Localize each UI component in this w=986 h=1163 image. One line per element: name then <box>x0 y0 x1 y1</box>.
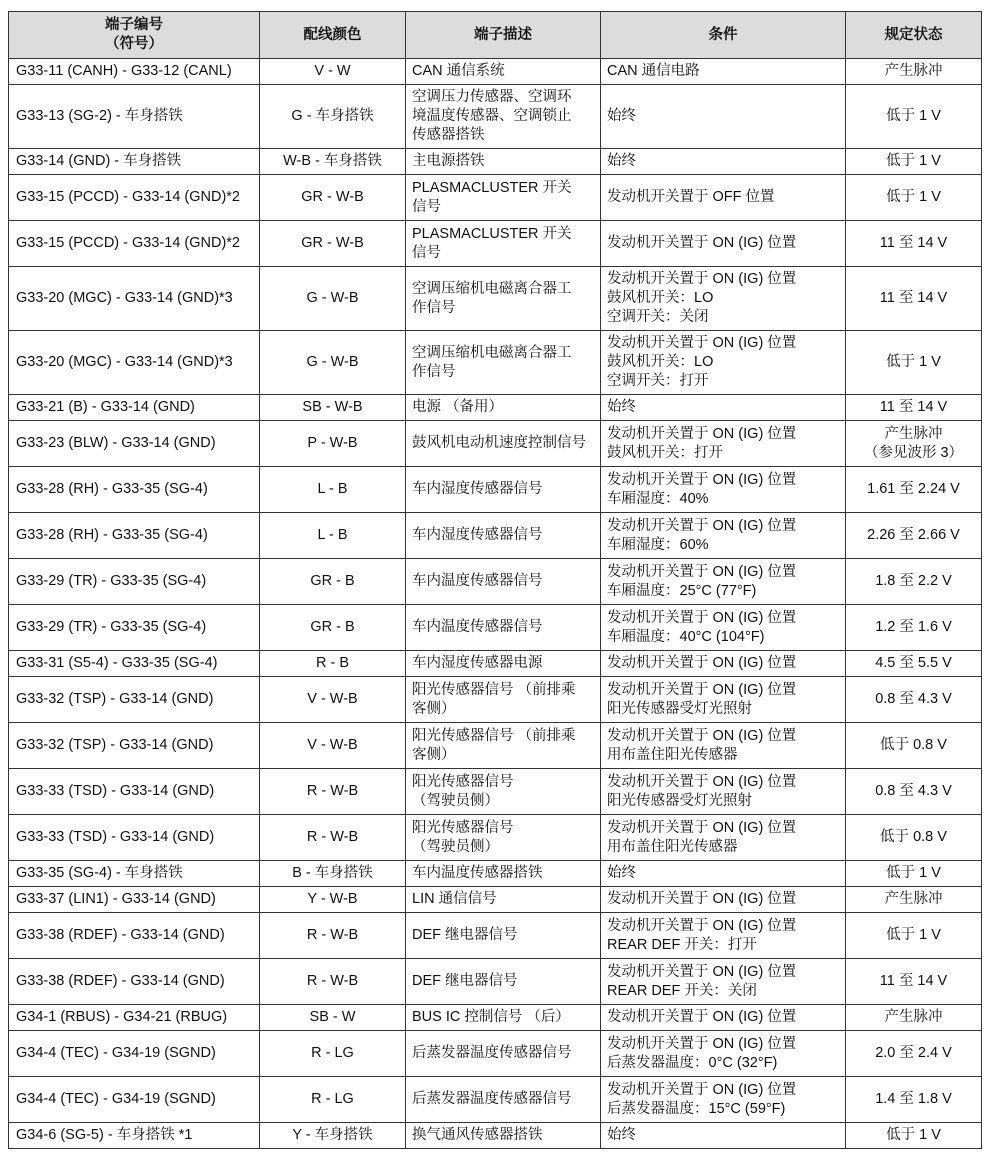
cell-condition-line: 车厢湿度：60% <box>607 536 709 553</box>
cell-spec <box>846 267 982 331</box>
cell-wire-color: GR - W-B <box>260 221 406 267</box>
cell-spec-line: 0.8 至 4.3 V <box>875 783 952 799</box>
table-row <box>9 175 982 221</box>
cell-condition-line: 发动机开关置于 ON (IG) 位置 <box>607 773 797 790</box>
table-row <box>9 769 982 815</box>
cell-condition-line: 发动机开关置于 ON (IG) 位置 <box>607 235 797 251</box>
cell-condition <box>601 149 846 175</box>
cell-wire-color: Y - W-B <box>260 887 406 913</box>
cell-wire-color: G - 车身搭铁 <box>260 85 406 149</box>
cell-terminal-desc <box>406 651 601 677</box>
cell-condition-line: 空调开关：打开 <box>607 373 709 389</box>
table-row <box>9 651 982 677</box>
cell-condition-line: 始终 <box>607 153 636 169</box>
cell-condition <box>601 467 846 513</box>
cell-terminal: G33-15 (PCCD) - G33-14 (GND)*2 <box>9 175 260 221</box>
cell-condition <box>601 59 846 85</box>
cell-terminal-desc <box>406 175 601 221</box>
cell-terminal: G34-4 (TEC) - G34-19 (SGND) <box>9 1031 260 1077</box>
cell-spec <box>846 769 982 815</box>
cell-spec <box>846 1005 982 1031</box>
cell-terminal: G33-32 (TSP) - G33-14 (GND) <box>9 723 260 769</box>
table-row <box>9 267 982 331</box>
cell-terminal-desc-line: PLASMACLUSTER 开关 <box>412 179 572 196</box>
cell-condition-line: 鼓风机开关：打开 <box>607 444 723 461</box>
table-row <box>9 815 982 861</box>
cell-terminal-desc-line: （驾驶员侧） <box>412 792 499 809</box>
terminal-spec-table <box>8 11 982 1149</box>
cell-terminal-desc <box>406 513 601 559</box>
cell-terminal-desc <box>406 723 601 769</box>
cell-spec-line: 11 至 14 V <box>879 399 948 415</box>
cell-condition-line: 空调开关：关闭 <box>607 309 709 325</box>
cell-spec-line: 低于 0.8 V <box>880 737 947 753</box>
cell-condition-line: 发动机开关置于 ON (IG) 位置 <box>607 471 797 488</box>
cell-terminal-desc-line: 境温度传感器、空调锁止 <box>412 108 572 124</box>
cell-condition-line: 发动机开关置于 ON (IG) 位置 <box>607 271 797 287</box>
cell-condition-line: 发动机开关置于 ON (IG) 位置 <box>607 681 797 698</box>
cell-wire-color: L - B <box>260 513 406 559</box>
cell-wire-color: R - W-B <box>260 815 406 861</box>
table-row <box>9 85 982 149</box>
cell-terminal-desc <box>406 769 601 815</box>
cell-condition <box>601 677 846 723</box>
cell-condition <box>601 559 846 605</box>
cell-spec <box>846 513 982 559</box>
cell-terminal-desc-line: 阳光传感器信号 （前排乘 <box>412 727 576 744</box>
cell-condition <box>601 815 846 861</box>
cell-terminal: G33-33 (TSD) - G33-14 (GND) <box>9 815 260 861</box>
table-row <box>9 331 982 395</box>
cell-spec <box>846 605 982 651</box>
cell-terminal-desc-line: 阳光传感器信号 <box>412 773 514 790</box>
cell-terminal-desc <box>406 59 601 85</box>
cell-condition <box>601 513 846 559</box>
cell-terminal-desc <box>406 1031 601 1077</box>
cell-condition <box>601 651 846 677</box>
cell-terminal: G33-38 (RDEF) - G33-14 (GND) <box>9 959 260 1005</box>
cell-spec-line: 11 至 14 V <box>879 235 948 251</box>
cell-spec-line: 11 至 14 V <box>879 973 948 989</box>
cell-terminal: G33-38 (RDEF) - G33-14 (GND) <box>9 913 260 959</box>
cell-spec-line: （参见波形 3） <box>863 444 964 461</box>
table-body <box>9 59 982 1149</box>
table-row <box>9 421 982 467</box>
cell-wire-color: R - W-B <box>260 913 406 959</box>
header-terminal-line2: （符号） <box>105 36 163 52</box>
cell-spec-line: 低于 0.8 V <box>880 829 947 845</box>
cell-spec-line: 产生脉冲 <box>884 63 943 79</box>
cell-wire-color: R - LG <box>260 1077 406 1123</box>
table-row <box>9 1123 982 1149</box>
cell-spec <box>846 1123 982 1149</box>
cell-terminal-desc-line: 空调压缩机电磁离合器工 <box>412 344 572 361</box>
cell-spec-line: 0.8 至 4.3 V <box>875 691 952 707</box>
cell-terminal-desc <box>406 267 601 331</box>
cell-condition-line: 阳光传感器受灯光照射 <box>607 792 752 809</box>
cell-condition-line: 发动机开关置于 ON (IG) 位置 <box>607 335 797 351</box>
cell-terminal-desc-line: （驾驶员侧） <box>412 838 499 855</box>
cell-condition-line: 发动机开关置于 ON (IG) 位置 <box>607 1009 797 1025</box>
table-row <box>9 513 982 559</box>
cell-condition <box>601 887 846 913</box>
cell-condition-line: 发动机开关置于 ON (IG) 位置 <box>607 609 797 626</box>
cell-wire-color: P - W-B <box>260 421 406 467</box>
cell-spec-line: 产生脉冲 <box>884 425 943 442</box>
cell-condition-line: REAR DEF 开关：打开 <box>607 936 757 953</box>
cell-terminal-desc-line: PLASMACLUSTER 开关 <box>412 225 572 242</box>
cell-spec-line: 低于 1 V <box>886 1127 941 1143</box>
cell-terminal: G33-29 (TR) - G33-35 (SG-4) <box>9 559 260 605</box>
cell-terminal-desc-line: LIN 通信信号 <box>412 891 497 907</box>
cell-spec <box>846 559 982 605</box>
table-row <box>9 559 982 605</box>
cell-terminal-desc-line: 后蒸发器温度传感器信号 <box>412 1045 572 1061</box>
header-condition: 条件 <box>601 12 846 59</box>
cell-terminal-desc-line: 换气通风传感器搭铁 <box>412 1127 543 1143</box>
cell-spec <box>846 913 982 959</box>
cell-terminal-desc-line: 车内温度传感器信号 <box>412 573 543 589</box>
cell-wire-color: B - 车身搭铁 <box>260 861 406 887</box>
cell-spec-line: 产生脉冲 <box>884 891 943 907</box>
table-header-row <box>9 12 982 59</box>
cell-wire-color: GR - B <box>260 559 406 605</box>
cell-condition <box>601 395 846 421</box>
cell-condition-line: 后蒸发器温度：0°C (32°F) <box>607 1054 778 1071</box>
cell-terminal-desc <box>406 1123 601 1149</box>
cell-condition-line: 发动机开关置于 ON (IG) 位置 <box>607 655 797 671</box>
cell-terminal-desc <box>406 959 601 1005</box>
cell-terminal-desc-line: DEF 继电器信号 <box>412 927 518 943</box>
cell-terminal-desc-line: BUS IC 控制信号 （后） <box>412 1009 570 1025</box>
header-terminal <box>9 12 260 59</box>
cell-condition-line: 发动机开关置于 ON (IG) 位置 <box>607 517 797 534</box>
cell-condition <box>601 1031 846 1077</box>
cell-condition <box>601 331 846 395</box>
cell-condition <box>601 85 846 149</box>
cell-condition-line: 发动机开关置于 ON (IG) 位置 <box>607 727 797 744</box>
cell-terminal: G33-31 (S5-4) - G33-35 (SG-4) <box>9 651 260 677</box>
cell-condition-line: 发动机开关置于 ON (IG) 位置 <box>607 963 797 980</box>
cell-spec <box>846 959 982 1005</box>
cell-terminal: G33-32 (TSP) - G33-14 (GND) <box>9 677 260 723</box>
cell-condition-line: 车厢湿度：40% <box>607 490 709 507</box>
cell-condition <box>601 421 846 467</box>
cell-wire-color: R - W-B <box>260 769 406 815</box>
cell-terminal-desc-line: 信号 <box>412 198 441 215</box>
cell-condition <box>601 267 846 331</box>
cell-spec-line: 1.2 至 1.6 V <box>875 619 952 635</box>
cell-terminal-desc <box>406 149 601 175</box>
cell-condition <box>601 221 846 267</box>
cell-spec <box>846 395 982 421</box>
cell-terminal-desc <box>406 887 601 913</box>
table-row <box>9 887 982 913</box>
cell-terminal-desc-line: 车内湿度传感器信号 <box>412 481 543 497</box>
cell-terminal-desc <box>406 395 601 421</box>
cell-condition-line: 始终 <box>607 399 636 415</box>
cell-condition <box>601 1005 846 1031</box>
cell-wire-color: SB - W <box>260 1005 406 1031</box>
table-row <box>9 605 982 651</box>
cell-terminal: G33-20 (MGC) - G33-14 (GND)*3 <box>9 331 260 395</box>
cell-terminal-desc <box>406 1077 601 1123</box>
cell-condition-line: 发动机开关置于 ON (IG) 位置 <box>607 1081 797 1098</box>
cell-terminal-desc <box>406 421 601 467</box>
cell-condition-line: 发动机开关置于 ON (IG) 位置 <box>607 891 797 907</box>
cell-spec-line: 低于 1 V <box>886 189 941 205</box>
cell-spec <box>846 677 982 723</box>
cell-terminal: G34-4 (TEC) - G34-19 (SGND) <box>9 1077 260 1123</box>
cell-wire-color: R - W-B <box>260 959 406 1005</box>
cell-condition-line: 用布盖住阳光传感器 <box>607 746 738 763</box>
cell-terminal: G33-37 (LIN1) - G33-14 (GND) <box>9 887 260 913</box>
cell-wire-color: V - W-B <box>260 723 406 769</box>
cell-terminal: G33-20 (MGC) - G33-14 (GND)*3 <box>9 267 260 331</box>
cell-terminal-desc-line: 空调压力传感器、空调环 <box>412 89 572 105</box>
table-row <box>9 221 982 267</box>
cell-terminal-desc-line: 主电源搭铁 <box>412 153 485 169</box>
header-terminal-line1: 端子编号 <box>105 17 163 33</box>
cell-condition-line: 发动机开关置于 OFF 位置 <box>607 189 775 205</box>
cell-spec-line: 低于 1 V <box>886 108 941 124</box>
cell-spec <box>846 85 982 149</box>
cell-spec <box>846 651 982 677</box>
cell-condition-line: 车厢温度：40°C (104°F) <box>607 628 765 645</box>
cell-terminal-desc-line: 车内湿度传感器信号 <box>412 527 543 543</box>
cell-spec-line: 2.0 至 2.4 V <box>875 1045 952 1061</box>
cell-terminal: G33-23 (BLW) - G33-14 (GND) <box>9 421 260 467</box>
cell-terminal-desc-line: 阳光传感器信号 （前排乘 <box>412 681 576 698</box>
cell-condition-line: REAR DEF 开关：关闭 <box>607 982 757 999</box>
header-wire-color: 配线颜色 <box>260 12 406 59</box>
cell-condition <box>601 723 846 769</box>
cell-terminal-desc-line: 传感器搭铁 <box>412 127 485 143</box>
cell-wire-color: G - W-B <box>260 331 406 395</box>
cell-spec-line: 1.8 至 2.2 V <box>875 573 952 589</box>
cell-terminal-desc-line: 信号 <box>412 244 441 261</box>
cell-terminal: G33-14 (GND) - 车身搭铁 <box>9 149 260 175</box>
cell-terminal: G33-13 (SG-2) - 车身搭铁 <box>9 85 260 149</box>
cell-wire-color: GR - W-B <box>260 175 406 221</box>
cell-spec <box>846 861 982 887</box>
cell-wire-color: V - W <box>260 59 406 85</box>
cell-terminal-desc-line: 后蒸发器温度传感器信号 <box>412 1091 572 1107</box>
cell-condition-line: 始终 <box>607 1127 636 1143</box>
cell-spec-line: 低于 1 V <box>886 927 941 943</box>
cell-terminal: G33-21 (B) - G33-14 (GND) <box>9 395 260 421</box>
cell-condition-line: 鼓风机开关：LO <box>607 290 714 306</box>
cell-spec <box>846 421 982 467</box>
cell-condition-line: 发动机开关置于 ON (IG) 位置 <box>607 425 797 442</box>
cell-wire-color: W-B - 车身搭铁 <box>260 149 406 175</box>
cell-condition-line: CAN 通信电路 <box>607 63 700 79</box>
cell-spec <box>846 1031 982 1077</box>
terminal-table-container <box>8 11 982 1149</box>
cell-condition-line: 车厢温度：25°C (77°F) <box>607 582 757 599</box>
cell-spec <box>846 149 982 175</box>
cell-wire-color: L - B <box>260 467 406 513</box>
cell-spec <box>846 59 982 85</box>
cell-spec-line: 1.61 至 2.24 V <box>867 481 960 497</box>
cell-terminal-desc-line: 客侧） <box>412 700 456 717</box>
cell-terminal-desc-line: 阳光传感器信号 <box>412 819 514 836</box>
cell-condition <box>601 1123 846 1149</box>
cell-terminal-desc <box>406 861 601 887</box>
cell-condition <box>601 959 846 1005</box>
header-spec: 规定状态 <box>846 12 982 59</box>
cell-terminal-desc <box>406 85 601 149</box>
cell-spec <box>846 331 982 395</box>
cell-spec-line: 低于 1 V <box>886 865 941 881</box>
table-row <box>9 913 982 959</box>
cell-condition-line: 始终 <box>607 865 636 881</box>
cell-spec <box>846 467 982 513</box>
cell-terminal-desc <box>406 815 601 861</box>
cell-terminal: G33-35 (SG-4) - 车身搭铁 <box>9 861 260 887</box>
table-row <box>9 59 982 85</box>
cell-terminal: G33-15 (PCCD) - G33-14 (GND)*2 <box>9 221 260 267</box>
cell-spec-line: 产生脉冲 <box>884 1009 943 1025</box>
cell-condition-line: 发动机开关置于 ON (IG) 位置 <box>607 917 797 934</box>
cell-terminal: G33-33 (TSD) - G33-14 (GND) <box>9 769 260 815</box>
table-row <box>9 1031 982 1077</box>
cell-terminal-desc-line: CAN 通信系统 <box>412 63 505 79</box>
table-row <box>9 149 982 175</box>
table-row <box>9 677 982 723</box>
cell-terminal-desc-line: 车内温度传感器信号 <box>412 619 543 635</box>
cell-terminal-desc <box>406 913 601 959</box>
cell-spec-line: 1.4 至 1.8 V <box>875 1091 952 1107</box>
cell-terminal: G34-6 (SG-5) - 车身搭铁 *1 <box>9 1123 260 1149</box>
cell-condition <box>601 769 846 815</box>
header-terminal-desc: 端子描述 <box>406 12 601 59</box>
cell-terminal-desc-line: 鼓风机电动机速度控制信号 <box>412 435 586 451</box>
cell-terminal: G33-28 (RH) - G33-35 (SG-4) <box>9 467 260 513</box>
cell-condition-line: 始终 <box>607 108 636 124</box>
cell-condition-line: 发动机开关置于 ON (IG) 位置 <box>607 563 797 580</box>
cell-terminal-desc <box>406 605 601 651</box>
table-row <box>9 723 982 769</box>
cell-wire-color: G - W-B <box>260 267 406 331</box>
cell-spec-line: 11 至 14 V <box>879 290 948 306</box>
cell-wire-color: R - LG <box>260 1031 406 1077</box>
cell-terminal-desc-line: 作信号 <box>412 363 456 380</box>
cell-terminal-desc-line: DEF 继电器信号 <box>412 973 518 989</box>
cell-terminal: G33-28 (RH) - G33-35 (SG-4) <box>9 513 260 559</box>
cell-terminal-desc-line: 车内温度传感器搭铁 <box>412 865 543 881</box>
cell-spec-line: 低于 1 V <box>886 153 941 169</box>
cell-spec <box>846 221 982 267</box>
table-row <box>9 395 982 421</box>
cell-terminal-desc <box>406 559 601 605</box>
cell-terminal-desc <box>406 331 601 395</box>
cell-spec <box>846 887 982 913</box>
cell-terminal: G34-1 (RBUS) - G34-21 (RBUG) <box>9 1005 260 1031</box>
cell-condition-line: 用布盖住阳光传感器 <box>607 838 738 855</box>
cell-condition <box>601 175 846 221</box>
cell-spec-line: 低于 1 V <box>886 354 941 370</box>
cell-spec-line: 4.5 至 5.5 V <box>875 655 952 671</box>
cell-condition-line: 发动机开关置于 ON (IG) 位置 <box>607 1035 797 1052</box>
cell-condition <box>601 1077 846 1123</box>
cell-terminal-desc-line: 车内湿度传感器电源 <box>412 655 543 671</box>
cell-terminal-desc-line: 电源 （备用） <box>412 399 504 415</box>
table-row <box>9 467 982 513</box>
cell-wire-color: R - B <box>260 651 406 677</box>
cell-wire-color: SB - W-B <box>260 395 406 421</box>
cell-spec <box>846 723 982 769</box>
cell-terminal-desc-line: 作信号 <box>412 299 456 316</box>
cell-terminal-desc <box>406 1005 601 1031</box>
cell-terminal-desc <box>406 467 601 513</box>
cell-condition-line: 后蒸发器温度：15°C (59°F) <box>607 1100 786 1117</box>
cell-spec <box>846 1077 982 1123</box>
cell-terminal: G33-29 (TR) - G33-35 (SG-4) <box>9 605 260 651</box>
cell-wire-color: V - W-B <box>260 677 406 723</box>
cell-condition-line: 发动机开关置于 ON (IG) 位置 <box>607 819 797 836</box>
table-row <box>9 1077 982 1123</box>
cell-wire-color: GR - B <box>260 605 406 651</box>
cell-wire-color: Y - 车身搭铁 <box>260 1123 406 1149</box>
cell-condition <box>601 605 846 651</box>
cell-condition <box>601 861 846 887</box>
cell-spec <box>846 815 982 861</box>
cell-condition <box>601 913 846 959</box>
cell-terminal-desc-line: 空调压缩机电磁离合器工 <box>412 280 572 297</box>
table-row <box>9 959 982 1005</box>
cell-terminal-desc <box>406 221 601 267</box>
table-row <box>9 1005 982 1031</box>
table-row <box>9 861 982 887</box>
cell-terminal: G33-11 (CANH) - G33-12 (CANL) <box>9 59 260 85</box>
cell-spec <box>846 175 982 221</box>
cell-spec-line: 2.26 至 2.66 V <box>867 527 960 543</box>
cell-condition-line: 鼓风机开关：LO <box>607 354 714 370</box>
cell-terminal-desc-line: 客侧） <box>412 746 456 763</box>
cell-terminal-desc <box>406 677 601 723</box>
cell-condition-line: 阳光传感器受灯光照射 <box>607 700 752 717</box>
